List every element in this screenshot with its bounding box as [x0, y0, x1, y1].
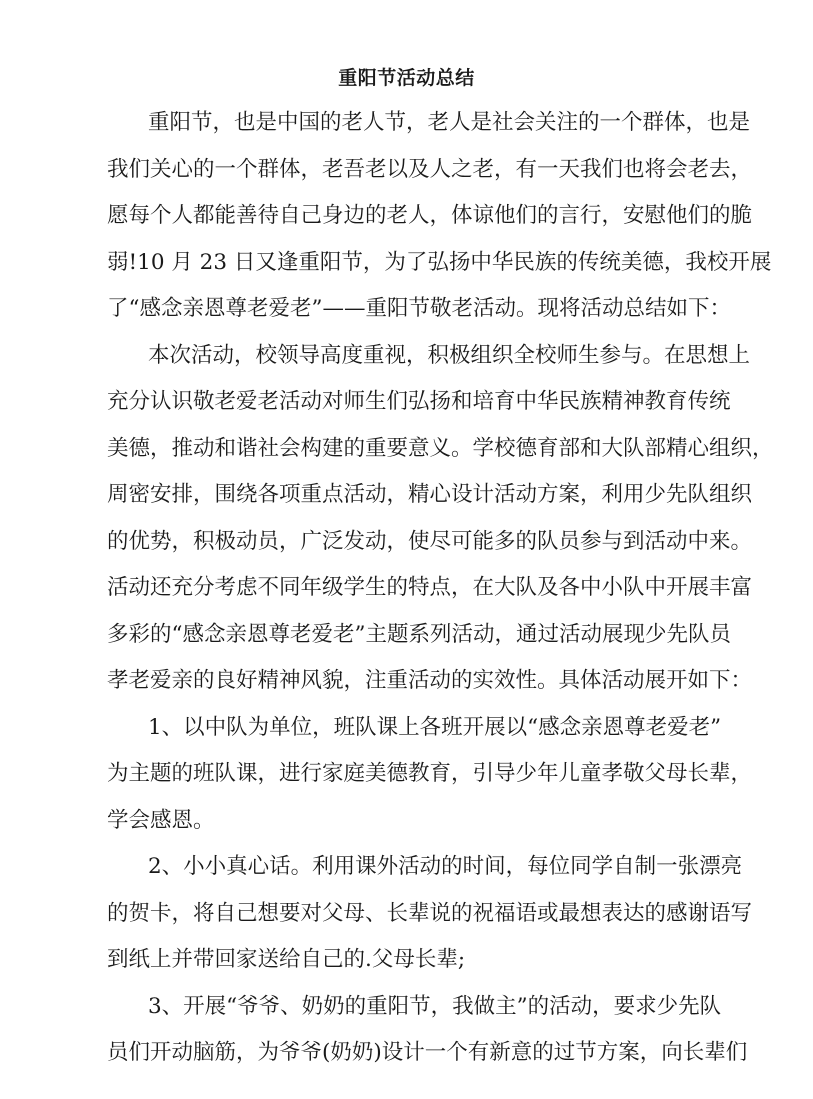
text-line: 的贺卡，将自己想要对父母、长辈说的祝福语或最想表达的感谢语写: [107, 901, 753, 926]
document-title: 重阳节活动总结: [338, 67, 475, 89]
text-line: 的优势，积极动员，广泛发动，使尽可能多的队员参与到活动中来。: [107, 529, 753, 554]
text-line: 弱!10 月 23 日又逢重阳节，为了弘扬中华民族的传统美德，我校开展: [107, 250, 772, 275]
text-line: 多彩的“感念亲恩尊老爱老”主题系列活动，通过活动展现少先队员: [107, 622, 731, 647]
text-line: 为主题的班队课，进行家庭美德教育，引导少年儿童孝敬父母长辈，: [107, 761, 753, 786]
text-line: 活动还充分考虑不同年级学生的特点，在大队及各中小队中开展丰富: [107, 575, 753, 600]
text-line: 本次活动，校领导高度重视，积极组织全校师生参与。在思想上: [148, 343, 751, 368]
text-line: 3、开展“爷爷、奶奶的重阳节，我做主”的活动，要求少先队: [148, 994, 722, 1019]
text-line: 我们关心的一个群体，老吾老以及人之老，有一天我们也将会老去，: [107, 157, 753, 182]
text-line: 员们开动脑筋，为爷爷(奶奶)设计一个有新意的过节方案，向长辈们: [107, 1040, 748, 1065]
text-line: 周密安排，围绕各项重点活动，精心设计活动方案，利用少先队组织: [107, 482, 753, 507]
text-line: 了“感念亲恩尊老爱老”——重阳节敬老活动。现将活动总结如下：: [107, 296, 731, 321]
text-line: 2、小小真心话。利用课外活动的时间，每位同学自制一张漂亮: [148, 854, 743, 879]
text-line: 美德，推动和谐社会构建的重要意义。学校德育部和大队部精心组织，: [107, 436, 774, 461]
text-line: 学会感恩。: [107, 808, 215, 833]
text-line: 充分认识敬老爱老活动对师生们弘扬和培育中华民族精神教育传统: [107, 389, 731, 414]
text-line: 到纸上并带回家送给自己的.父母长辈;: [107, 947, 466, 972]
text-line: 1、以中队为单位，班队课上各班开展以“感念亲恩尊老爱老”: [148, 715, 722, 740]
text-line: 重阳节，也是中国的老人节，老人是社会关注的一个群体，也是: [148, 110, 751, 135]
text-line: 愿每个人都能善待自己身边的老人，体谅他们的言行，安慰他们的脆: [107, 203, 753, 228]
text-line: 孝老爱亲的良好精神风貌，注重活动的实效性。具体活动展开如下：: [107, 668, 753, 693]
